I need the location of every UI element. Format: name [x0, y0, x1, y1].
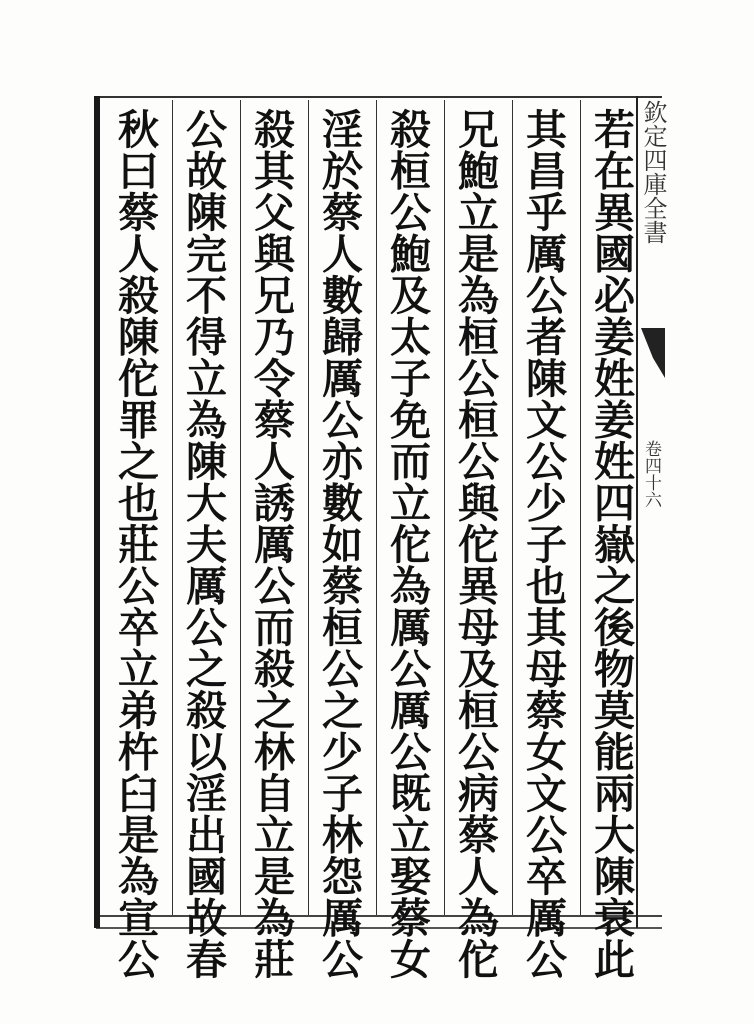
text-column-3: 兄鮑立是為桓公桓公與佗異母及桓公病蔡人為佗: [451, 108, 499, 980]
fish-tail-mark: [641, 328, 665, 378]
column-rule: [580, 100, 581, 915]
text-column-2: 其昌乎厲公者陳文公少子也其母蔡女文公卒厲公: [519, 108, 567, 980]
column-rule: [376, 100, 377, 915]
text-column-6: 殺其父與兄乃令蔡人誘厲公而殺之林自立是為莊: [247, 108, 295, 980]
column-rule: [240, 100, 241, 915]
text-column-8: 秋曰蔡人殺陳佗罪之也莊公卒立弟杵臼是為宣公: [111, 108, 159, 980]
margin-book-title: 欽定四庫全書: [639, 100, 667, 244]
text-column-7: 公故陳完不得立為陳大夫厲公之殺以淫出國故春: [179, 108, 227, 980]
frame-top-border: [96, 96, 662, 98]
text-column-5: 淫於蔡人數歸厲公亦數如蔡桓公之少子林怨厲公: [315, 108, 363, 980]
column-rule: [512, 100, 513, 915]
column-rule: [444, 100, 445, 915]
column-rule: [308, 100, 309, 915]
column-rule: [172, 100, 173, 915]
margin-juan-number: 卷四十六: [641, 440, 661, 508]
text-column-4: 殺桓公鮑及太子免而立佗為厲公厲公既立娶蔡女: [383, 108, 431, 980]
text-column-1: 若在異國必姜姓姜姓四嶽之後物莫能兩大陳衰此: [587, 108, 635, 980]
frame-left-border: [94, 96, 100, 928]
